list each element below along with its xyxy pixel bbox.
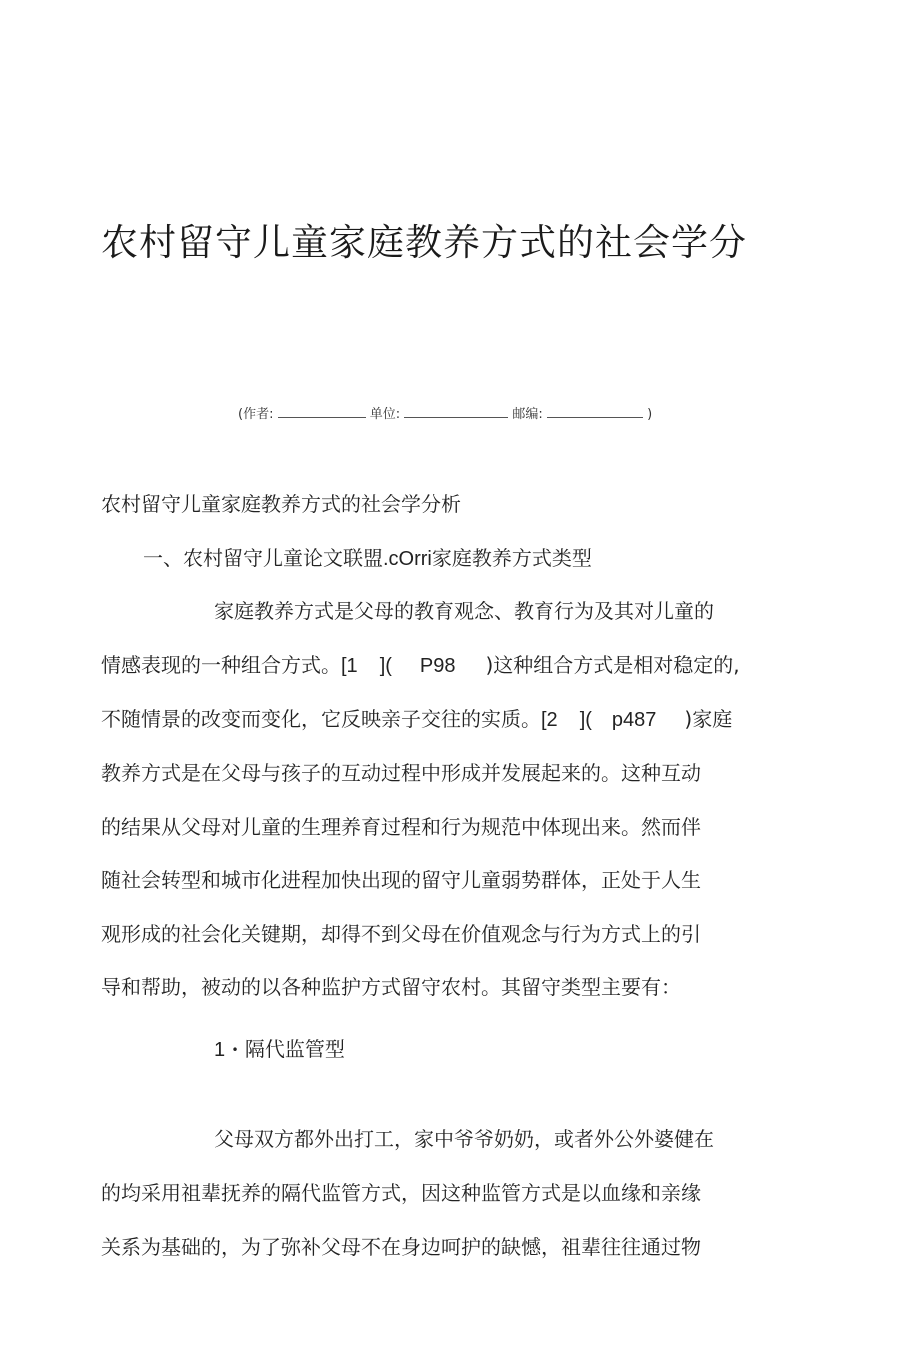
zip-blank (547, 406, 643, 418)
section-heading (143, 546, 592, 571)
author-blank (278, 406, 366, 418)
paragraph1-line6: 随社会转型和城市化进程加快出现的留守儿童弱势群体，正处于人生 (101, 868, 701, 892)
citation-ref-1-page: P98 (419, 655, 456, 677)
paragraph2-line1: 父母双方都外出打工，家中爷爷奶奶，或者外公外婆健在 (214, 1127, 714, 1151)
paragraph1-line8: 导和帮助，被动的以各种监护方式留守农村。其留守类型主要有： (101, 975, 681, 999)
paragraph1-line4: 教养方式是在父母与孩子的互动过程中形成并发展起来的。这种互动 (101, 761, 701, 785)
paragraph1-line2-text: 情感表现的一种组合方式。 (101, 653, 341, 677)
author-byline (238, 403, 652, 422)
section-heading-suffix: 家庭教养方式类型 (431, 546, 592, 570)
byline-open: (作者: (238, 407, 274, 422)
subheading-grandparent-care (214, 1037, 345, 1064)
paragraph1-line3 (101, 707, 732, 732)
citation-ref-1-bracket: ]( (379, 655, 392, 677)
unit-blank (404, 406, 508, 418)
citation-ref-2-number: [2 (541, 709, 558, 731)
zip-label: 邮编: (512, 407, 543, 422)
subheading-bullet: • (231, 1043, 239, 1057)
byline-close: ) (647, 407, 653, 422)
unit-label: 单位: (369, 407, 401, 422)
citation-ref-2-page: p487 (611, 709, 657, 731)
paragraph1-line7: 观形成的社会化关键期，却得不到父母在价值观念与行为方式上的引 (101, 922, 701, 946)
paragraph1-line2-tail: )这种组合方式是相对稳定的, (485, 653, 740, 677)
subheading-number: 1 (214, 1039, 226, 1061)
paragraph1-line3-text: 不随情景的改变而变化，它反映亲子交往的实质。 (101, 707, 541, 731)
document-title: 农村留守儿童家庭教养方式的社会学分 (101, 221, 747, 264)
paragraph2-line2: 的均采用祖辈抚养的隔代监管方式，因这种监管方式是以血缘和亲缘 (101, 1181, 701, 1205)
paragraph1-line3-tail: )家庭 (684, 707, 733, 731)
citation-ref-1 (341, 655, 486, 677)
section-heading-link: .cOrri (383, 548, 432, 570)
paragraph1-line5: 的结果从父母对儿童的生理养育过程和行为规范中体现出来。然而伴 (101, 815, 701, 839)
paragraph2-line3: 关系为基础的，为了弥补父母不在身边呵护的缺憾，祖辈往往通过物 (101, 1235, 701, 1259)
subheading-text: 隔代监管型 (244, 1037, 345, 1061)
document-subtitle: 农村留守儿童家庭教养方式的社会学分析 (101, 492, 461, 516)
citation-ref-2-bracket: ]( (579, 709, 592, 731)
citation-ref-1-number: [1 (341, 655, 358, 677)
citation-ref-2 (541, 709, 684, 731)
section-heading-prefix: 一、农村留守儿童论文联盟 (143, 546, 383, 570)
paragraph1-line2 (101, 653, 740, 678)
paragraph1-line1: 家庭教养方式是父母的教育观念、教育行为及其对儿童的 (214, 599, 714, 623)
